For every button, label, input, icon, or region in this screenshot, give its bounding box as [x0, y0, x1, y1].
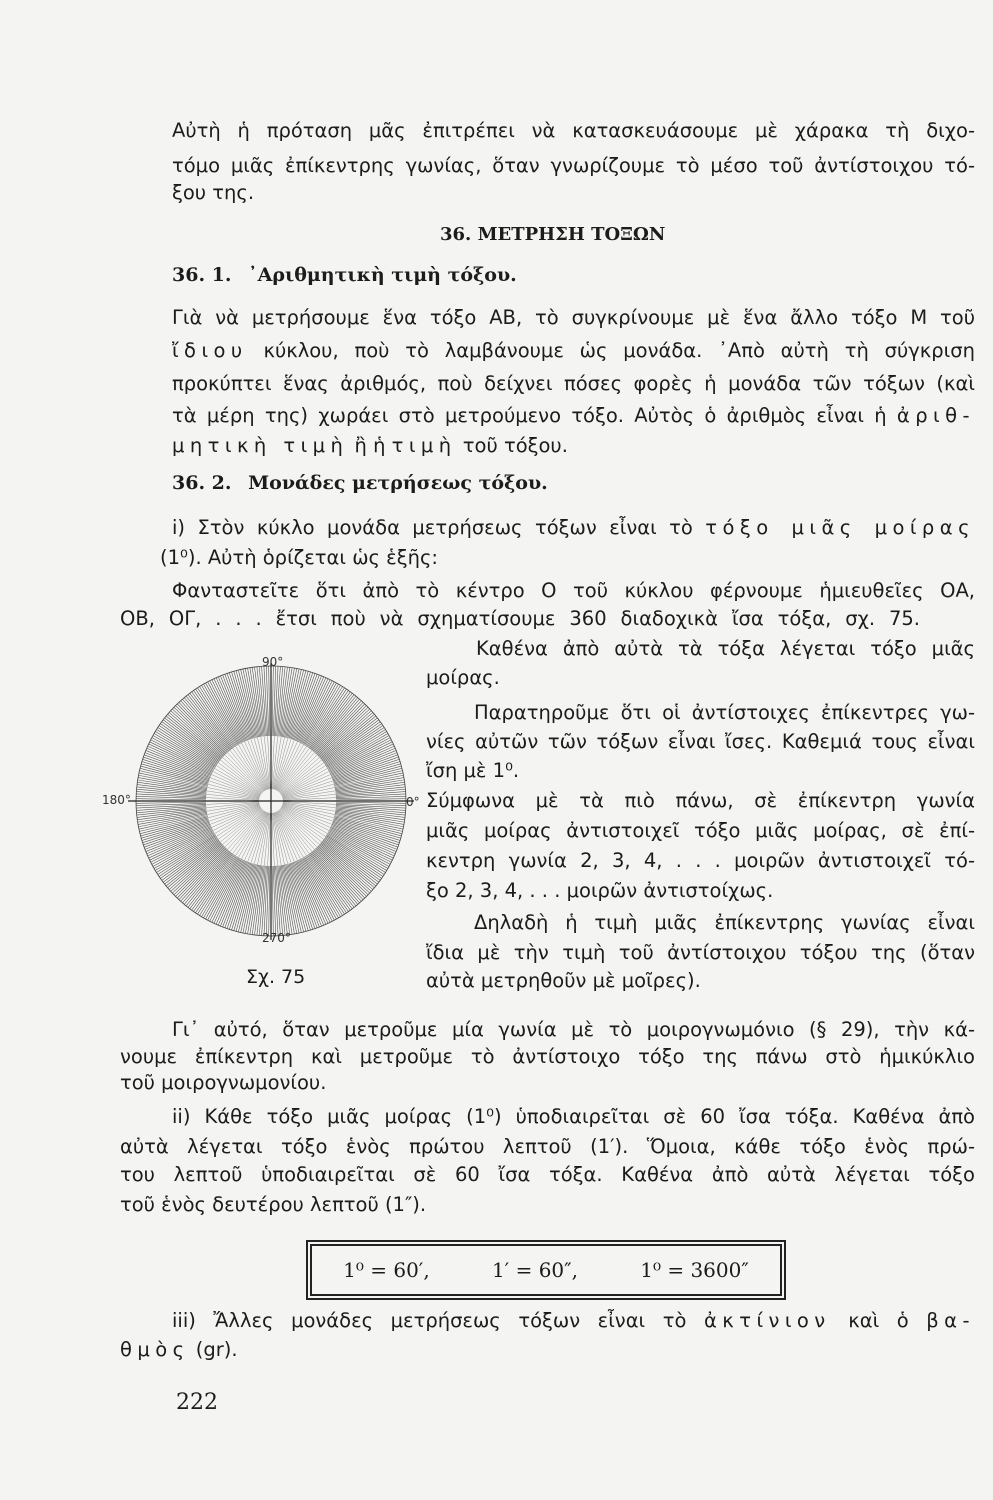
sub2-line-4: ΟΒ, ΟΓ, . . . ἔτσι ποὺ νὰ σχηματίσουμε 360 διαδοχικὰ ἴσα τόξα, σχ. 75. — [120, 607, 920, 630]
sub2-line-3: Φανταστεῖτε ὅτι ἀπὸ τὸ κέντρο Ο τοῦ κύκλου φέρνουμε ἡμιευθεῖες ΟΑ, — [172, 579, 975, 602]
degree-ray — [143, 757, 209, 780]
spaced-word: θμὸς — [120, 1338, 190, 1361]
right-line-2: μοίρας. — [426, 666, 500, 689]
degree-ray — [336, 785, 405, 794]
last-line-1 — [172, 1308, 975, 1334]
sub1-line-5-text: ἢ ἡ — [348, 434, 392, 457]
subsection-1-heading — [172, 264, 517, 286]
right-line-1: Καθένα ἀπὸ αὐτὰ τὰ τόξα λέγεται τόξο μιᾶς — [476, 637, 975, 660]
last-line-2-rest: (gr). — [189, 1338, 238, 1361]
right-line-9: ξο 2, 3, 4, . . . μοιρῶν ἀντιστοίχως. — [426, 879, 774, 902]
after-line-6: του λεπτοῦ ὑποδιαιρεῖται σὲ 60 ἴσα τόξα. Καθένα ἀπὸ αὐτὰ λέγεται τόξο — [120, 1163, 975, 1186]
degree-ray — [287, 670, 304, 738]
sub1-line-5-rest: τοῦ τόξου. — [456, 434, 568, 457]
sub1-line-2-rest: κύκλου, ποὺ τὸ λαμβάνουμε ὡς μονάδα. ᾿Απὸ αὐτὴ τὴ σύγκριση — [247, 339, 975, 362]
degree-ray — [266, 666, 268, 736]
degree-ray — [266, 866, 268, 936]
degree-ray — [336, 809, 405, 818]
after-line-2: νουμε ἐπίκεντρη καὶ μετροῦμε τὸ ἀντίστοιχο τόξο της πάνω στὸ ἡμικύκλιο — [120, 1045, 975, 1068]
right-line-12: αὐτὰ μετρηθοῦν μὲ μοῖρες). — [426, 969, 701, 992]
figure-75 — [102, 655, 420, 985]
degree-ray — [273, 666, 275, 736]
degree-ray — [292, 862, 315, 928]
degree-ray — [143, 822, 209, 845]
sub1-line-5 — [172, 433, 975, 459]
degree-ray — [227, 862, 250, 928]
label-270: 270° — [262, 931, 291, 945]
degree-ray — [272, 666, 273, 736]
after-line-5: αὐτὰ λέγεται τόξο ἑνὸς πρώτου λεπτοῦ (1′). Ὅμοια, κάθε τόξο ἑνὸς πρώ- — [120, 1135, 975, 1158]
spaced-word: ἀκτίνιον — [703, 1309, 831, 1332]
degree-ray — [334, 768, 402, 785]
last-line-1-text: iii) Ἄλλες μονάδες μετρήσεως τόξων εἶναι τὸ — [172, 1309, 704, 1332]
subsection-1-title: ᾿Αριθμητικὴ τιμὴ τόξου. — [248, 264, 517, 286]
label-180: 180° — [102, 793, 131, 807]
right-line-7: μιᾶς μοίρας ἀντιστοιχεῖ τόξο μιᾶς μοίρας, σὲ ἐπί- — [426, 819, 975, 842]
degree-ray — [255, 667, 264, 736]
degree-ray — [332, 757, 398, 780]
degree-ray — [292, 673, 315, 739]
intro-line-3: ξου της. — [172, 181, 255, 204]
sub2-line-2: (1⁰). Αὐτὴ ὁρίζεται ὡς ἑξῆς: — [160, 546, 438, 569]
degree-ray — [334, 817, 402, 834]
formula-degree: 1⁰ = 60′, — [343, 1258, 430, 1282]
degree-ray — [238, 864, 255, 932]
right-line-3: Παρατηροῦμε ὅτι οἱ ἀντίστοιχες ἐπίκεντρες γω- — [474, 701, 975, 724]
sub1-line-4 — [172, 403, 975, 429]
degree-ray — [136, 803, 206, 805]
spaced-word: τόξο μιᾶς μοίρας — [705, 516, 975, 539]
section-title: 36. ΜΕΤΡΗΣΗ ΤΟΞΩΝ — [440, 224, 666, 245]
after-line-3: τοῦ μοιρογνωμονίου. — [120, 1071, 327, 1094]
degree-ray — [336, 803, 406, 805]
right-line-11: ἴδια μὲ τὴν τιμὴ τοῦ ἀντίστοιχου τόξου της (ὅταν — [426, 941, 975, 964]
figure-caption: Σχ. 75 — [246, 966, 306, 988]
degree-ray — [136, 799, 206, 800]
degree-ray — [336, 799, 406, 800]
sub1-line-2 — [172, 338, 975, 364]
last-line-1-rest: καὶ ὁ — [830, 1309, 927, 1332]
label-0: 0° — [406, 795, 420, 809]
intro-line-1: Αὐτὴ ἡ πρόταση μᾶς ἐπιτρέπει νὰ κατασκευάσουμε μὲ χάρακα τὴ διχο- — [172, 119, 975, 142]
degree-ray — [287, 864, 304, 932]
label-90: 90° — [262, 655, 284, 669]
degree-ray — [137, 809, 206, 818]
degree-ray — [279, 667, 288, 736]
formula-degree-seconds: 1⁰ = 3600″ — [640, 1258, 749, 1282]
spaced-word: βα- — [926, 1309, 975, 1332]
degree-ray — [238, 670, 255, 738]
formula-minute: 1′ = 60″, — [491, 1258, 578, 1282]
right-line-5: ἴση μὲ 1⁰. — [426, 759, 520, 782]
degree-ray — [279, 866, 288, 935]
degree-ray — [140, 817, 208, 834]
right-line-6: Σύμφωνα μὲ τὰ πιὸ πάνω, σὲ ἐπίκεντρη γωνία — [426, 789, 975, 812]
degree-ray — [136, 796, 206, 798]
sub2-line-1 — [172, 515, 975, 541]
sub1-line-3: προκύπτει ἕνας ἀριθμός, ποὺ δείχνει πόσες φορὲς ἡ μονάδα τῶν τόξων (καὶ — [172, 372, 975, 395]
sub1-line-4-text: τὰ μέρη της) χωράει στὸ μετρούμενο τόξο. Αὐτὸς ὁ ἀριθμὸς εἶναι ἡ — [172, 404, 897, 427]
degree-ray — [137, 785, 206, 794]
after-line-7: τοῦ ἑνὸς δευτέρου λεπτοῦ (1″). — [120, 1193, 427, 1216]
right-line-8: κεντρη γωνία 2, 3, 4, . . . μοιρῶν ἀντιστοιχεῖ τό- — [426, 849, 975, 872]
degree-ray — [273, 866, 275, 936]
right-line-10: Δηλαδὴ ἡ τιμὴ μιᾶς ἐπίκεντρης γωνίας εἶναι — [474, 911, 975, 934]
spaced-word: ἴδιου — [172, 339, 248, 362]
spaced-word: μητικὴ τιμὴ — [172, 434, 349, 457]
spaced-word: ἀριθ- — [896, 404, 975, 427]
after-line-4: ii) Κάθε τόξο μιᾶς μοίρας (1⁰) ὑποδιαιρεῖται σὲ 60 ἴσα τόξα. Καθένα ἀπὸ — [172, 1105, 975, 1128]
sub1-line-1: Γιὰ νὰ μετρήσουμε ἕνα τόξο ΑΒ, τὸ συγκρίνουμε μὲ ἕνα ἄλλο τόξο Μ τοῦ — [172, 306, 975, 329]
degree-ray — [336, 796, 406, 798]
degree-ray — [269, 866, 270, 936]
subsection-2-heading — [172, 472, 548, 494]
page-number: 222 — [176, 1390, 218, 1415]
formula-box — [310, 1244, 782, 1296]
after-line-1: Γι᾿ αὐτό, ὅταν μετροῦμε μία γωνία μὲ τὸ μοιρογνωμόνιο (§ 29), τὴν κά- — [172, 1018, 975, 1041]
degree-ray — [140, 768, 208, 785]
degree-ray — [269, 666, 270, 736]
degree-ray — [272, 866, 273, 936]
sub2-line-1-text: i) Στὸν κύκλο μονάδα μετρήσεως τόξων εἶναι τὸ — [172, 516, 706, 539]
degree-ray — [136, 802, 206, 803]
degree-ray — [332, 822, 398, 845]
last-line-2 — [120, 1337, 923, 1363]
subsection-1-number: 36. 1. — [172, 264, 232, 286]
spaced-word: τιμὴ — [391, 434, 457, 457]
subsection-2-title: Μονάδες μετρήσεως τόξου. — [248, 472, 548, 494]
degree-circle-diagram — [118, 655, 418, 955]
degree-ray — [227, 673, 250, 739]
intro-line-2: τόμο μιᾶς ἐπίκεντρης γωνίας, ὅταν γνωρίζουμε τὸ μέσο τοῦ ἀντίστοιχου τό- — [172, 154, 975, 177]
degree-ray — [336, 802, 406, 803]
degree-ray — [255, 866, 264, 935]
right-line-4: νίες αὐτῶν τῶν τόξων εἶναι ἴσες. Καθεμιά τους εἶναι — [426, 730, 975, 753]
subsection-2-number: 36. 2. — [172, 472, 232, 494]
